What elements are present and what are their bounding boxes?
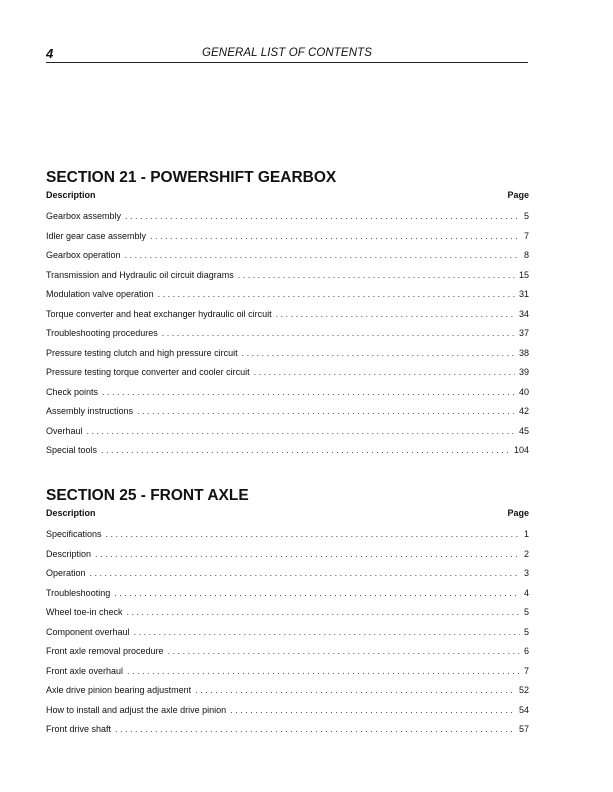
toc-entry-title: Description — [46, 548, 92, 559]
toc-entry-title: Front axle removal procedure — [46, 646, 164, 656]
dot-leader — [137, 405, 515, 417]
toc-entry-title: Gearbox assembly — [46, 211, 122, 221]
toc-entry-page: 2 — [523, 548, 529, 559]
toc-entry-title: Specifications — [46, 529, 102, 539]
dot-leader — [115, 723, 515, 735]
dot-leader — [254, 366, 515, 378]
toc-entry — [46, 210, 529, 230]
toc-entry-title: Troubleshooting — [46, 587, 111, 598]
toc-entry-title: Modulation valve operation — [46, 289, 154, 299]
toc-entry-title: Overhaul — [46, 425, 83, 436]
toc-entry-page: 4 — [523, 587, 529, 598]
toc-entry-title: Idler gear case assembly — [46, 230, 147, 241]
toc-entry-title: Assembly instructions — [46, 406, 134, 416]
toc-entry-title: Pressure testing clutch and high pressure circuit — [46, 347, 238, 358]
column-headers — [46, 190, 529, 204]
dot-leader — [102, 386, 515, 398]
toc-entry-page: 5 — [523, 626, 529, 637]
dot-leader — [106, 528, 520, 540]
toc-entry — [46, 288, 529, 308]
page-header — [46, 44, 528, 63]
dot-leader — [114, 587, 520, 599]
toc-list — [46, 210, 529, 464]
toc-entry-page: 1 — [523, 529, 529, 539]
dot-leader — [195, 684, 515, 696]
toc-entry-page: 5 — [523, 607, 529, 617]
toc-entry — [46, 308, 529, 328]
toc-entry-page: 57 — [518, 724, 529, 734]
dot-leader — [168, 645, 520, 657]
description-column-header: Description — [46, 508, 96, 518]
page-number: 4 — [46, 46, 54, 61]
toc-entry-page: 39 — [518, 367, 529, 377]
toc-entry-page: 31 — [518, 289, 529, 299]
toc-entry-title: Front drive shaft — [46, 724, 112, 734]
toc-entry-page: 15 — [518, 269, 529, 280]
description-column-header: Description — [46, 190, 96, 200]
toc-entry-page: 54 — [518, 704, 529, 715]
dot-leader — [134, 626, 520, 638]
toc-entry-page: 52 — [518, 685, 529, 695]
toc-entry — [46, 249, 529, 269]
toc-entry-page: 7 — [523, 665, 529, 676]
toc-entry — [46, 723, 529, 743]
dot-leader — [150, 230, 520, 242]
toc-list — [46, 528, 529, 743]
dot-leader — [127, 606, 520, 618]
toc-entry-title: Front axle overhaul — [46, 665, 124, 676]
toc-entry-title: Special tools — [46, 445, 98, 455]
toc-entry-page: 3 — [523, 568, 529, 578]
toc-entry — [46, 626, 529, 646]
page-column-header: Page — [507, 190, 529, 200]
dot-leader — [242, 347, 515, 359]
dot-leader — [276, 308, 515, 320]
toc-entry-page: 5 — [523, 211, 529, 221]
toc-entry-title: Gearbox operation — [46, 250, 121, 260]
toc-entry — [46, 645, 529, 665]
toc-entry-page: 8 — [523, 250, 529, 260]
header-title: GENERAL LIST OF CONTENTS — [201, 47, 373, 59]
page-column-header: Page — [507, 508, 529, 518]
dot-leader — [125, 249, 520, 261]
toc-entry-page: 6 — [523, 646, 529, 656]
dot-leader — [230, 704, 515, 716]
toc-entry — [46, 665, 529, 685]
section-title: SECTION 25 - FRONT AXLE — [46, 487, 249, 504]
section-25 — [46, 486, 529, 743]
toc-entry — [46, 606, 529, 626]
section-title: SECTION 21 - POWERSHIFT GEARBOX — [46, 169, 337, 186]
toc-entry-title: Transmission and Hydraulic oil circuit diagrams — [46, 269, 234, 280]
toc-entry — [46, 528, 529, 548]
toc-entry — [46, 587, 529, 607]
toc-entry — [46, 386, 529, 406]
toc-entry-page: 38 — [518, 347, 529, 358]
toc-entry — [46, 567, 529, 587]
toc-entry — [46, 704, 529, 724]
toc-entry — [46, 366, 529, 386]
dot-leader — [158, 288, 515, 300]
dot-leader — [127, 665, 520, 677]
dot-leader — [238, 269, 515, 281]
toc-entry — [46, 444, 529, 464]
toc-entry — [46, 269, 529, 289]
toc-entry — [46, 327, 529, 347]
toc-entry-title: Component overhaul — [46, 626, 130, 637]
toc-entry — [46, 347, 529, 367]
toc-entry — [46, 425, 529, 445]
toc-entry-page: 34 — [518, 308, 529, 319]
toc-entry — [46, 684, 529, 704]
toc-entry-title: Wheel toe-in check — [46, 607, 123, 617]
dot-leader — [101, 444, 510, 456]
dot-leader — [90, 567, 520, 579]
toc-entry — [46, 230, 529, 250]
toc-entry-title: Axle drive pinion bearing adjustment — [46, 685, 192, 695]
toc-entry-page: 37 — [518, 328, 529, 338]
toc-entry-page: 45 — [518, 425, 529, 436]
toc-entry — [46, 405, 529, 425]
toc-entry-title: Troubleshooting procedures — [46, 328, 158, 338]
toc-entry-title: Operation — [46, 568, 86, 578]
toc-entry-page: 42 — [518, 406, 529, 416]
column-headers — [46, 508, 529, 522]
dot-leader — [87, 425, 515, 437]
section-21 — [46, 168, 529, 464]
toc-entry — [46, 548, 529, 568]
toc-entry-title: Torque converter and heat exchanger hydraulic oil circuit — [46, 308, 272, 319]
toc-entry-page: 40 — [518, 386, 529, 397]
toc-entry-page: 7 — [523, 230, 529, 241]
toc-entry-title: How to install and adjust the axle drive pinion — [46, 704, 227, 715]
dot-leader — [162, 327, 515, 339]
toc-entry-title: Pressure testing torque converter and cooler circuit — [46, 367, 250, 377]
dot-leader — [95, 548, 520, 560]
toc-entry-page: 104 — [513, 445, 529, 455]
dot-leader — [125, 210, 520, 222]
toc-entry-title: Check points — [46, 386, 99, 397]
